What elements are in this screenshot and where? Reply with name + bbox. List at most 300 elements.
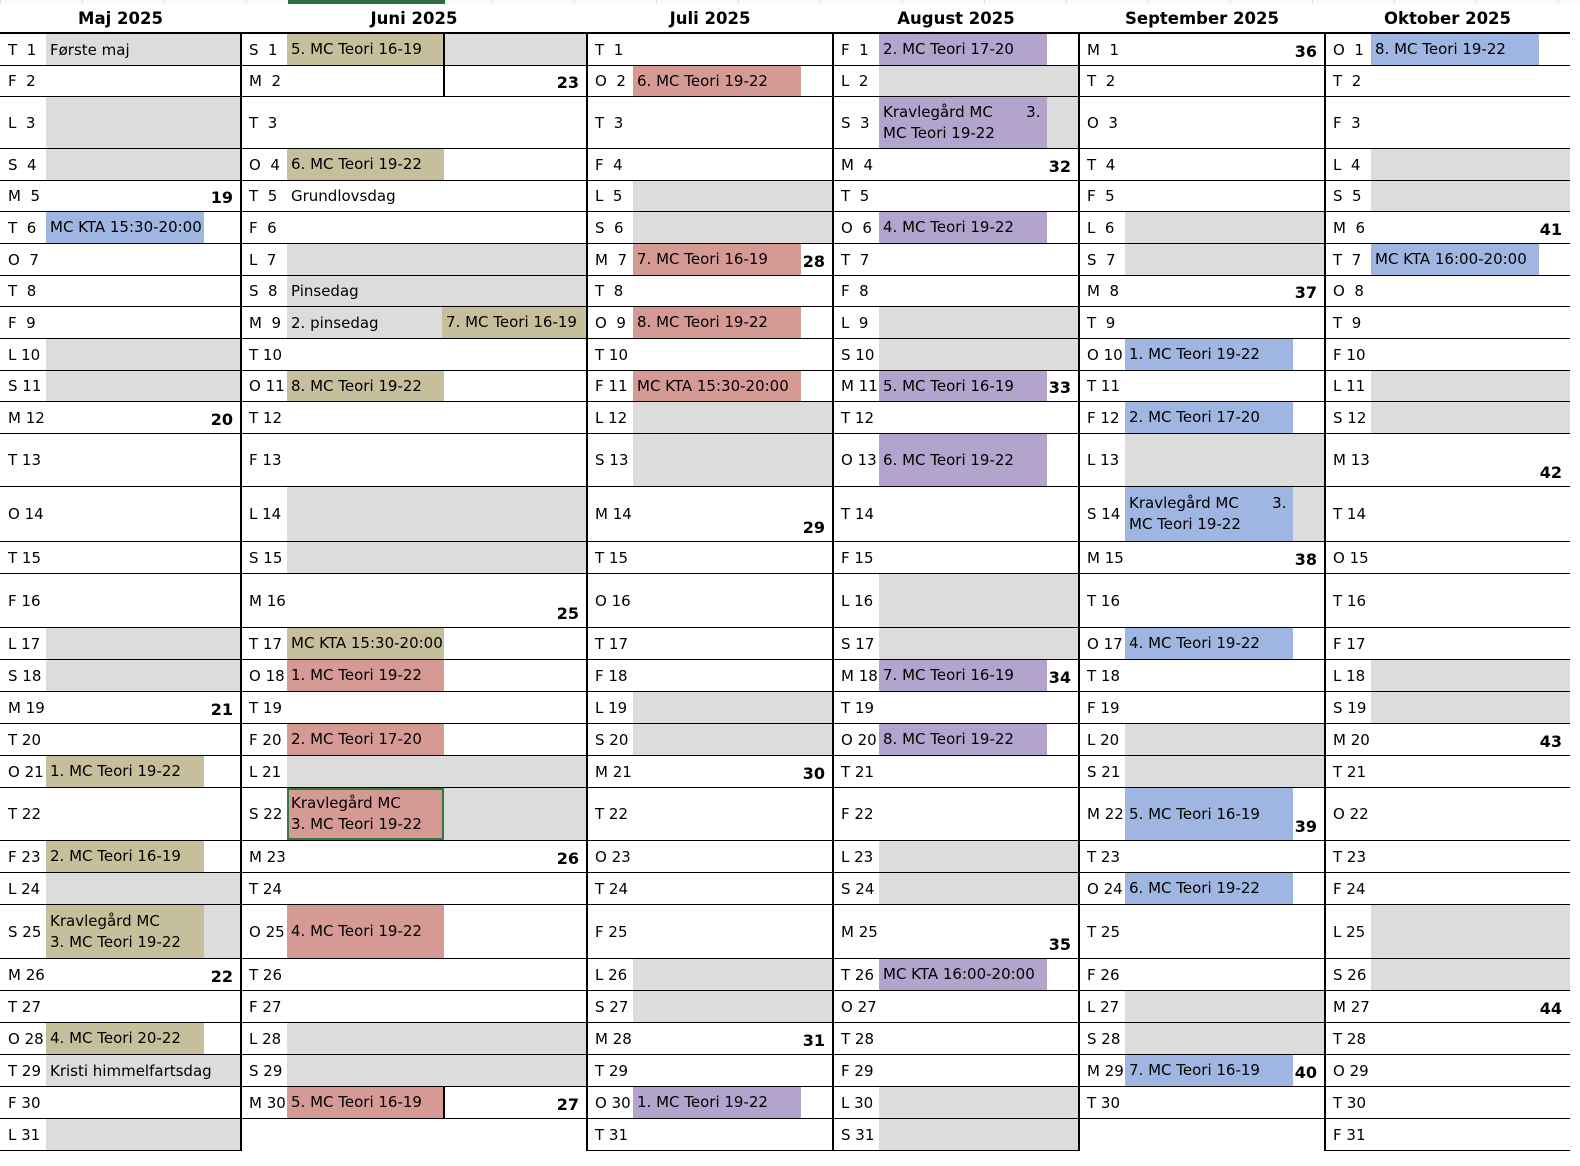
day-label: M 5 bbox=[0, 181, 46, 211]
day-cell[interactable] bbox=[587, 371, 833, 402]
day-label: S 10 bbox=[833, 339, 879, 370]
event-block[interactable]: 4. MC Teori 19-22 bbox=[287, 905, 444, 958]
event-block[interactable]: 4. MC Teori 19-22 bbox=[1125, 628, 1293, 659]
day-cell[interactable] bbox=[587, 660, 833, 692]
day-cell[interactable] bbox=[0, 841, 241, 873]
day-cell[interactable] bbox=[0, 959, 241, 991]
day-cell[interactable] bbox=[1079, 339, 1325, 371]
day-cell[interactable] bbox=[833, 841, 1079, 873]
day-label: L 17 bbox=[0, 628, 46, 659]
day-cell[interactable] bbox=[0, 574, 241, 628]
day-label: M 11 bbox=[833, 371, 879, 401]
day-label: S 5 bbox=[1325, 181, 1371, 211]
day-cell[interactable] bbox=[0, 244, 241, 276]
day-label: O 13 bbox=[833, 434, 879, 486]
day-label: O 14 bbox=[0, 487, 46, 541]
day-cell[interactable] bbox=[1325, 1023, 1570, 1055]
event-block[interactable]: 2. MC Teori 16-19 bbox=[46, 841, 204, 872]
day-cell[interactable] bbox=[1079, 756, 1325, 788]
day-label: T 1 bbox=[0, 34, 46, 65]
day-cell[interactable] bbox=[0, 660, 241, 692]
event-block[interactable]: 5. MC Teori 16-19 bbox=[1125, 788, 1293, 840]
day-label: T 7 bbox=[833, 244, 879, 275]
day-cell[interactable] bbox=[1325, 371, 1570, 402]
event-block[interactable]: Kravlegård MC 3. MC Teori 19-22 bbox=[1125, 487, 1293, 541]
day-cell[interactable] bbox=[587, 307, 833, 339]
day-cell[interactable] bbox=[587, 1023, 833, 1055]
day-cell[interactable] bbox=[0, 905, 241, 959]
day-label: F 2 bbox=[0, 66, 46, 96]
day-cell[interactable] bbox=[1325, 339, 1570, 371]
day-cell[interactable] bbox=[0, 756, 241, 788]
day-cell[interactable] bbox=[0, 66, 241, 97]
day-cell[interactable] bbox=[833, 66, 1079, 97]
day-cell[interactable] bbox=[587, 181, 833, 212]
day-cell[interactable] bbox=[1325, 660, 1570, 692]
day-cell[interactable] bbox=[0, 402, 241, 434]
event-block[interactable]: 8. MC Teori 19-22 bbox=[287, 371, 444, 401]
day-cell[interactable] bbox=[241, 371, 587, 402]
day-cell[interactable] bbox=[587, 66, 833, 97]
event-block[interactable]: 5. MC Teori 16-19 bbox=[287, 1087, 444, 1118]
event-block[interactable]: 7. MC Teori 16-19 bbox=[879, 660, 1047, 691]
day-cell[interactable] bbox=[241, 959, 587, 991]
day-label: O 10 bbox=[1079, 339, 1125, 370]
day-label: T 15 bbox=[0, 542, 46, 573]
day-cell[interactable] bbox=[0, 873, 241, 905]
event-block[interactable]: 7. MC Teori 16-19 bbox=[442, 307, 587, 338]
day-cell[interactable] bbox=[1325, 905, 1570, 959]
day-cell[interactable] bbox=[241, 181, 587, 212]
day-label: L 7 bbox=[241, 244, 287, 275]
day-label: S 20 bbox=[587, 724, 633, 755]
holiday-note: Første maj bbox=[50, 40, 130, 59]
day-cell[interactable] bbox=[833, 873, 1079, 905]
day-cell[interactable] bbox=[241, 244, 587, 276]
day-cell[interactable] bbox=[833, 307, 1079, 339]
day-label: S 18 bbox=[0, 660, 46, 691]
day-cell[interactable] bbox=[241, 434, 587, 487]
day-cell[interactable] bbox=[1325, 1055, 1570, 1087]
day-cell[interactable] bbox=[587, 339, 833, 371]
day-cell[interactable] bbox=[1325, 1119, 1570, 1151]
week-number: 36 bbox=[1294, 42, 1317, 61]
day-cell[interactable] bbox=[1079, 34, 1325, 66]
day-label: M 29 bbox=[1079, 1055, 1125, 1086]
day-cell[interactable] bbox=[587, 959, 833, 991]
day-cell[interactable] bbox=[833, 276, 1079, 307]
day-cell[interactable] bbox=[1325, 991, 1570, 1023]
day-cell[interactable] bbox=[241, 991, 587, 1023]
week-number: 43 bbox=[1539, 732, 1562, 751]
day-cell[interactable] bbox=[833, 244, 1079, 276]
day-cell[interactable] bbox=[833, 1087, 1079, 1119]
day-cell[interactable] bbox=[833, 628, 1079, 660]
day-cell[interactable] bbox=[1079, 487, 1325, 542]
event-block[interactable]: 1. MC Teori 19-22 bbox=[46, 756, 204, 787]
day-cell[interactable] bbox=[241, 628, 587, 660]
day-cell[interactable] bbox=[587, 1087, 833, 1119]
day-cell[interactable] bbox=[1325, 307, 1570, 339]
day-cell[interactable] bbox=[833, 1119, 1079, 1151]
day-cell[interactable] bbox=[1079, 1055, 1325, 1087]
day-cell[interactable] bbox=[1325, 574, 1570, 628]
day-label: T 19 bbox=[833, 692, 879, 723]
day-cell[interactable] bbox=[0, 276, 241, 307]
day-cell[interactable] bbox=[1079, 1023, 1325, 1055]
day-cell[interactable] bbox=[1079, 959, 1325, 991]
event-block[interactable]: Kravlegård MC 3. MC Teori 19-22 bbox=[46, 905, 204, 958]
day-cell[interactable] bbox=[241, 788, 587, 841]
event-block[interactable]: 8. MC Teori 19-22 bbox=[633, 307, 801, 338]
day-cell[interactable] bbox=[833, 905, 1079, 959]
day-cell[interactable] bbox=[241, 276, 587, 307]
day-label: O 15 bbox=[1325, 542, 1371, 573]
day-cell[interactable] bbox=[241, 97, 587, 149]
day-label: T 23 bbox=[1325, 841, 1371, 872]
day-label: F 4 bbox=[587, 149, 633, 180]
day-cell[interactable] bbox=[1325, 756, 1570, 788]
day-label: M 9 bbox=[241, 307, 287, 338]
day-cell[interactable] bbox=[241, 487, 587, 542]
event-block[interactable]: 7. MC Teori 16-19 bbox=[1125, 1055, 1293, 1086]
day-cell[interactable] bbox=[1079, 905, 1325, 959]
day-cell[interactable] bbox=[1325, 692, 1570, 724]
event-block[interactable]: MC KTA 16:00-20:00 bbox=[1371, 244, 1539, 275]
day-cell[interactable] bbox=[1325, 34, 1570, 66]
day-cell[interactable] bbox=[1325, 841, 1570, 873]
day-cell[interactable] bbox=[241, 1087, 587, 1119]
week-number: 41 bbox=[1539, 220, 1562, 239]
cell-divider bbox=[443, 1087, 445, 1119]
event-block[interactable]: 4. MC Teori 20-22 bbox=[46, 1023, 204, 1054]
day-cell[interactable] bbox=[833, 149, 1079, 181]
day-cell[interactable] bbox=[1325, 873, 1570, 905]
day-label: T 22 bbox=[0, 788, 46, 840]
day-cell[interactable] bbox=[0, 212, 241, 244]
day-cell[interactable] bbox=[241, 756, 587, 788]
week-number: 21 bbox=[210, 700, 233, 719]
day-cell[interactable] bbox=[587, 991, 833, 1023]
day-cell[interactable] bbox=[241, 34, 587, 66]
day-cell[interactable] bbox=[587, 276, 833, 307]
week-number: 44 bbox=[1539, 999, 1562, 1018]
day-cell[interactable] bbox=[0, 1023, 241, 1055]
day-cell[interactable] bbox=[1079, 841, 1325, 873]
day-cell[interactable] bbox=[241, 339, 587, 371]
day-cell[interactable] bbox=[1325, 181, 1570, 212]
day-cell[interactable] bbox=[1325, 542, 1570, 574]
day-cell[interactable] bbox=[587, 149, 833, 181]
day-label: L 3 bbox=[0, 97, 46, 148]
day-cell[interactable] bbox=[0, 788, 241, 841]
day-cell[interactable] bbox=[587, 873, 833, 905]
day-cell[interactable] bbox=[241, 724, 587, 756]
day-cell[interactable] bbox=[587, 542, 833, 574]
day-cell[interactable] bbox=[833, 574, 1079, 628]
month-header: Maj 2025 bbox=[0, 4, 241, 34]
day-label: O 20 bbox=[833, 724, 879, 755]
day-cell[interactable] bbox=[833, 1023, 1079, 1055]
event-block[interactable]: 8. MC Teori 19-22 bbox=[879, 724, 1047, 755]
day-cell[interactable] bbox=[241, 307, 587, 339]
day-label: M 21 bbox=[587, 756, 633, 787]
day-cell[interactable] bbox=[833, 181, 1079, 212]
day-cell[interactable] bbox=[241, 841, 587, 873]
day-label: T 16 bbox=[1079, 574, 1125, 627]
day-label: L 30 bbox=[833, 1087, 879, 1118]
day-cell[interactable] bbox=[1079, 873, 1325, 905]
day-cell[interactable] bbox=[833, 212, 1079, 244]
day-cell[interactable] bbox=[1325, 402, 1570, 434]
day-cell[interactable] bbox=[1325, 487, 1570, 542]
day-label: T 17 bbox=[241, 628, 287, 659]
day-cell[interactable] bbox=[1079, 276, 1325, 307]
day-cell[interactable] bbox=[1079, 66, 1325, 97]
event-block[interactable]: 2. MC Teori 17-20 bbox=[879, 34, 1047, 65]
day-cell[interactable] bbox=[833, 339, 1079, 371]
day-cell[interactable] bbox=[1079, 307, 1325, 339]
event-block[interactable]: 6. MC Teori 19-22 bbox=[1125, 873, 1293, 904]
day-label: T 27 bbox=[0, 991, 46, 1022]
day-cell[interactable] bbox=[0, 434, 241, 487]
day-cell[interactable] bbox=[0, 149, 241, 181]
day-cell[interactable] bbox=[1079, 574, 1325, 628]
day-cell[interactable] bbox=[241, 1023, 587, 1055]
day-label: F 24 bbox=[1325, 873, 1371, 904]
day-label: S 28 bbox=[1079, 1023, 1125, 1054]
day-cell[interactable] bbox=[587, 724, 833, 756]
day-cell[interactable] bbox=[1079, 788, 1325, 841]
event-block[interactable]: MC KTA 15:30-20:00 bbox=[633, 371, 801, 401]
day-cell[interactable] bbox=[833, 487, 1079, 542]
day-cell[interactable] bbox=[1079, 991, 1325, 1023]
day-cell[interactable] bbox=[0, 181, 241, 212]
event-block[interactable]: 1. MC Teori 19-22 bbox=[1125, 339, 1293, 370]
event-block[interactable]: 8. MC Teori 19-22 bbox=[1371, 34, 1539, 65]
day-cell[interactable] bbox=[1079, 628, 1325, 660]
week-number: 42 bbox=[1539, 463, 1562, 482]
day-label: S 13 bbox=[587, 434, 633, 486]
day-cell[interactable] bbox=[1325, 959, 1570, 991]
column-divider bbox=[1078, 34, 1080, 1151]
event-block[interactable]: Kravlegård MC 3. MC Teori 19-22 bbox=[287, 788, 444, 840]
day-cell[interactable] bbox=[833, 724, 1079, 756]
day-cell[interactable] bbox=[587, 402, 833, 434]
day-cell[interactable] bbox=[587, 756, 833, 788]
day-label: S 6 bbox=[587, 212, 633, 243]
day-cell[interactable] bbox=[0, 371, 241, 402]
day-label: L 16 bbox=[833, 574, 879, 627]
day-cell[interactable] bbox=[587, 1055, 833, 1087]
day-label: S 17 bbox=[833, 628, 879, 659]
day-cell[interactable] bbox=[241, 402, 587, 434]
day-cell[interactable] bbox=[0, 34, 241, 66]
week-number: 20 bbox=[210, 410, 233, 429]
day-label: T 1 bbox=[587, 34, 633, 65]
day-label: L 5 bbox=[587, 181, 633, 211]
day-cell[interactable] bbox=[0, 991, 241, 1023]
day-cell[interactable] bbox=[587, 1119, 833, 1151]
event-block[interactable]: 2. MC Teori 17-20 bbox=[1125, 402, 1293, 433]
day-cell[interactable] bbox=[241, 212, 587, 244]
day-label: T 2 bbox=[1079, 66, 1125, 96]
event-block[interactable]: 5. MC Teori 16-19 bbox=[287, 34, 444, 65]
day-cell[interactable] bbox=[1079, 97, 1325, 149]
day-cell[interactable] bbox=[587, 905, 833, 959]
day-label: M 26 bbox=[0, 959, 46, 990]
day-cell[interactable] bbox=[1079, 371, 1325, 402]
day-label: T 14 bbox=[833, 487, 879, 541]
day-cell[interactable] bbox=[833, 788, 1079, 841]
day-label: L 11 bbox=[1325, 371, 1371, 401]
day-cell[interactable] bbox=[1079, 149, 1325, 181]
day-cell[interactable] bbox=[1079, 660, 1325, 692]
day-cell[interactable] bbox=[1079, 244, 1325, 276]
day-cell[interactable] bbox=[1079, 692, 1325, 724]
event-block[interactable]: Kravlegård MC 3. MC Teori 19-22 bbox=[879, 97, 1047, 148]
day-cell[interactable] bbox=[587, 628, 833, 660]
event-block[interactable]: 4. MC Teori 19-22 bbox=[879, 212, 1047, 243]
day-cell[interactable] bbox=[833, 434, 1079, 487]
day-cell[interactable] bbox=[1079, 1087, 1325, 1119]
day-cell[interactable] bbox=[1325, 149, 1570, 181]
day-label: O 4 bbox=[241, 149, 287, 180]
day-label: F 20 bbox=[241, 724, 287, 755]
day-cell[interactable] bbox=[241, 660, 587, 692]
day-cell[interactable] bbox=[0, 339, 241, 371]
day-cell[interactable] bbox=[0, 628, 241, 660]
event-block[interactable]: 7. MC Teori 16-19 bbox=[633, 244, 801, 275]
event-block[interactable]: MC KTA 15:30-20:00 bbox=[287, 628, 444, 659]
day-label: T 16 bbox=[1325, 574, 1371, 627]
day-cell[interactable] bbox=[833, 991, 1079, 1023]
day-cell[interactable] bbox=[833, 371, 1079, 402]
day-cell[interactable] bbox=[833, 97, 1079, 149]
day-cell[interactable] bbox=[0, 1087, 241, 1119]
event-block[interactable]: 5. MC Teori 16-19 bbox=[879, 371, 1047, 401]
day-cell[interactable] bbox=[241, 1055, 587, 1087]
day-cell[interactable] bbox=[1079, 181, 1325, 212]
day-cell[interactable] bbox=[587, 788, 833, 841]
day-cell[interactable] bbox=[1325, 788, 1570, 841]
day-cell[interactable] bbox=[1079, 212, 1325, 244]
day-label: M 7 bbox=[587, 244, 633, 275]
day-label: O 11 bbox=[241, 371, 287, 401]
day-label: O 30 bbox=[587, 1087, 633, 1118]
day-label: S 12 bbox=[1325, 402, 1371, 433]
week-number: 33 bbox=[1048, 378, 1071, 397]
day-cell[interactable] bbox=[241, 692, 587, 724]
day-cell[interactable] bbox=[833, 34, 1079, 66]
day-cell[interactable] bbox=[0, 1055, 241, 1087]
day-cell[interactable] bbox=[833, 402, 1079, 434]
day-cell[interactable] bbox=[587, 97, 833, 149]
event-block[interactable]: 6. MC Teori 19-22 bbox=[633, 66, 801, 96]
event-block[interactable]: MC KTA 16:00-20:00 bbox=[879, 959, 1047, 990]
event-block[interactable]: 1. MC Teori 19-22 bbox=[287, 660, 444, 691]
day-label: S 19 bbox=[1325, 692, 1371, 723]
day-cell[interactable] bbox=[587, 841, 833, 873]
event-block[interactable]: 1. MC Teori 19-22 bbox=[633, 1087, 801, 1118]
day-cell[interactable] bbox=[833, 1055, 1079, 1087]
event-block[interactable]: 6. MC Teori 19-22 bbox=[287, 149, 444, 180]
day-cell[interactable] bbox=[1325, 66, 1570, 97]
day-cell[interactable] bbox=[1325, 1087, 1570, 1119]
day-cell[interactable] bbox=[0, 542, 241, 574]
day-label: M 19 bbox=[0, 692, 46, 723]
day-cell[interactable] bbox=[0, 692, 241, 724]
day-label: O 25 bbox=[241, 905, 287, 958]
week-number: 35 bbox=[1048, 935, 1071, 954]
day-label: S 27 bbox=[587, 991, 633, 1022]
day-label: L 10 bbox=[0, 339, 46, 370]
day-cell[interactable] bbox=[1325, 276, 1570, 307]
day-label: O 23 bbox=[587, 841, 633, 872]
week-number: 39 bbox=[1294, 817, 1317, 836]
day-cell[interactable] bbox=[1325, 212, 1570, 244]
event-block[interactable]: 6. MC Teori 19-22 bbox=[879, 434, 1047, 486]
day-cell[interactable] bbox=[587, 692, 833, 724]
day-label: M 18 bbox=[833, 660, 879, 691]
event-block[interactable]: 2. MC Teori 17-20 bbox=[287, 724, 444, 755]
day-cell[interactable] bbox=[241, 149, 587, 181]
day-label: T 12 bbox=[833, 402, 879, 433]
day-cell[interactable] bbox=[587, 487, 833, 542]
day-label: S 25 bbox=[0, 905, 46, 958]
day-cell[interactable] bbox=[587, 244, 833, 276]
day-cell[interactable] bbox=[241, 905, 587, 959]
day-cell[interactable] bbox=[1079, 724, 1325, 756]
day-cell[interactable] bbox=[833, 542, 1079, 574]
day-label: F 22 bbox=[833, 788, 879, 840]
day-cell[interactable] bbox=[1079, 402, 1325, 434]
day-cell[interactable] bbox=[1325, 628, 1570, 660]
day-cell[interactable] bbox=[1325, 97, 1570, 149]
day-cell[interactable] bbox=[0, 1119, 241, 1151]
day-cell[interactable] bbox=[833, 756, 1079, 788]
day-cell[interactable] bbox=[833, 692, 1079, 724]
day-cell[interactable] bbox=[241, 873, 587, 905]
day-label: T 8 bbox=[0, 276, 46, 306]
week-number: 28 bbox=[802, 252, 825, 271]
day-label: T 28 bbox=[1325, 1023, 1371, 1054]
day-cell[interactable] bbox=[0, 307, 241, 339]
day-cell[interactable] bbox=[1079, 542, 1325, 574]
day-cell[interactable] bbox=[1079, 434, 1325, 487]
day-cell[interactable] bbox=[1325, 434, 1570, 487]
day-cell[interactable] bbox=[833, 959, 1079, 991]
day-cell[interactable] bbox=[587, 34, 833, 66]
day-label: M 8 bbox=[1079, 276, 1125, 306]
day-cell[interactable] bbox=[241, 66, 587, 97]
day-cell[interactable] bbox=[0, 97, 241, 149]
day-cell[interactable] bbox=[587, 434, 833, 487]
day-cell[interactable] bbox=[0, 487, 241, 542]
event-block[interactable]: MC KTA 15:30-20:00 bbox=[46, 212, 204, 243]
day-cell[interactable] bbox=[1325, 244, 1570, 276]
day-label: T 26 bbox=[833, 959, 879, 990]
day-label: T 18 bbox=[1079, 660, 1125, 691]
day-cell[interactable] bbox=[833, 660, 1079, 692]
day-cell[interactable] bbox=[587, 212, 833, 244]
day-label: S 3 bbox=[833, 97, 879, 148]
day-cell[interactable] bbox=[241, 574, 587, 628]
day-cell[interactable] bbox=[0, 724, 241, 756]
day-cell[interactable] bbox=[587, 574, 833, 628]
day-cell[interactable] bbox=[1325, 724, 1570, 756]
day-cell[interactable] bbox=[241, 542, 587, 574]
